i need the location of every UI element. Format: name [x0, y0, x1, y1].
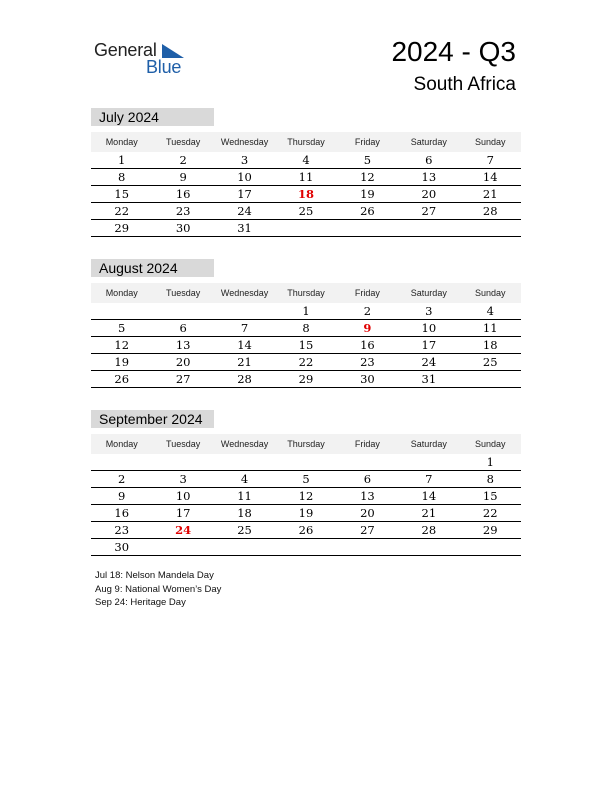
weekday-label: Wednesday: [220, 137, 269, 147]
week-row: [91, 371, 521, 388]
day-cell: 27: [421, 204, 437, 218]
day-cell: 14: [237, 338, 252, 352]
day-cell: 5: [363, 153, 372, 167]
day-cell: 25: [482, 355, 498, 369]
day-cell: 1: [302, 304, 310, 318]
day-cell: 15: [298, 338, 314, 352]
day-cell: 5: [302, 472, 310, 486]
day-cell: 3: [425, 304, 433, 318]
day-cell: 16: [175, 187, 191, 201]
week-row: [91, 203, 521, 220]
day-cell: 11: [237, 489, 252, 503]
day-cell: 8: [118, 170, 126, 184]
weekday-label: Friday: [354, 137, 380, 147]
day-cell: 18: [297, 187, 314, 201]
day-cell: 24: [237, 204, 252, 218]
day-cell: 28: [237, 372, 252, 386]
day-cell: 14: [482, 170, 498, 184]
week-row: [91, 303, 521, 320]
day-cell: 12: [360, 170, 375, 184]
day-cell: 29: [298, 372, 314, 386]
day-cell: 20: [175, 355, 191, 369]
day-cell: 12: [114, 338, 130, 352]
month-label: July 2024: [91, 108, 214, 126]
weekday-label: Monday: [105, 137, 138, 147]
month-block: [91, 410, 521, 556]
day-cell: 31: [237, 221, 252, 235]
day-cell: 9: [179, 170, 187, 184]
weekday-label: Thursday: [287, 137, 325, 147]
day-cell: 27: [360, 523, 375, 537]
day-cell: 10: [421, 321, 437, 335]
day-cell: 11: [298, 170, 314, 184]
day-cell: 28: [421, 523, 437, 537]
day-cell: 24: [175, 523, 192, 537]
day-cell: 5: [118, 321, 126, 335]
day-cell: 6: [363, 472, 372, 486]
day-cell: 7: [425, 472, 433, 486]
month-label: September 2024: [91, 410, 214, 428]
generalblue-logo: [94, 40, 194, 80]
day-cell: 16: [114, 506, 130, 520]
weekday-header-row: [91, 283, 521, 303]
day-cell: 22: [298, 355, 314, 369]
day-cell: 29: [482, 523, 498, 537]
day-cell: 29: [114, 221, 130, 235]
weekday-label: Wednesday: [220, 439, 269, 449]
day-cell: 27: [175, 372, 191, 386]
day-cell: 30: [175, 221, 191, 235]
weekday-label: Monday: [105, 439, 138, 449]
month-block: [91, 259, 521, 388]
week-row: [91, 505, 521, 522]
day-cell: 2: [118, 472, 126, 486]
logo-blue-text: Blue: [146, 57, 182, 77]
day-cell: 7: [486, 153, 494, 167]
day-cell: 9: [363, 321, 372, 335]
week-row: [91, 539, 521, 556]
day-cell: 19: [298, 506, 314, 520]
weekday-label: Thursday: [287, 288, 325, 298]
logo-triangle-icon: [162, 44, 184, 58]
day-cell: 13: [175, 338, 191, 352]
day-cell: 13: [421, 170, 437, 184]
day-cell: 11: [482, 321, 498, 335]
week-row: [91, 169, 521, 186]
day-cell: 30: [114, 540, 130, 554]
weekday-label: Sunday: [474, 137, 506, 147]
day-cell: 21: [237, 355, 252, 369]
day-cell: 10: [175, 489, 191, 503]
weekday-label: Saturday: [410, 439, 447, 449]
weekday-label: Saturday: [410, 137, 447, 147]
day-cell: 15: [114, 187, 130, 201]
day-cell: 22: [114, 204, 130, 218]
day-cell: 8: [302, 321, 310, 335]
holiday-note: Sep 24: Heritage Day: [95, 597, 186, 608]
weekday-label: Monday: [105, 288, 138, 298]
weekday-label: Saturday: [410, 288, 447, 298]
day-cell: 26: [298, 523, 314, 537]
holiday-note: Aug 9: National Women’s Day: [95, 583, 222, 595]
weekday-label: Sunday: [474, 288, 506, 298]
weekday-label: Sunday: [474, 439, 506, 449]
day-cell: 4: [240, 472, 249, 486]
week-row: [91, 454, 521, 471]
day-cell: 23: [114, 523, 130, 537]
day-cell: 19: [114, 355, 130, 369]
weekday-label: Tuesday: [166, 137, 201, 147]
day-cell: 14: [421, 489, 437, 503]
day-cell: 17: [237, 187, 252, 201]
week-row: [91, 354, 521, 371]
week-row: [91, 337, 521, 354]
day-cell: 23: [360, 355, 375, 369]
month-block: [91, 108, 521, 237]
page-title: 2024 - Q3: [391, 36, 516, 67]
holiday-note: Jul 18: Nelson Mandela Day: [95, 570, 214, 581]
day-cell: 19: [360, 187, 375, 201]
weekday-label: Friday: [354, 439, 380, 449]
week-row: [91, 186, 521, 203]
day-cell: 18: [482, 338, 498, 352]
day-cell: 4: [302, 153, 310, 167]
day-cell: 20: [421, 187, 437, 201]
day-cell: 20: [360, 506, 375, 520]
day-cell: 2: [179, 153, 187, 167]
day-cell: 9: [118, 489, 126, 503]
weekday-label: Thursday: [287, 439, 325, 449]
holiday-notes: [95, 569, 221, 610]
day-cell: 28: [482, 204, 498, 218]
country-name: South Africa: [413, 74, 516, 95]
day-cell: 16: [360, 338, 375, 352]
day-cell: 12: [298, 489, 314, 503]
week-row: [91, 152, 521, 169]
day-cell: 2: [363, 304, 372, 318]
weekday-label: Friday: [354, 288, 380, 298]
day-cell: 6: [425, 153, 433, 167]
day-cell: 10: [237, 170, 252, 184]
week-row: [91, 522, 521, 539]
week-row: [91, 471, 521, 488]
day-cell: 4: [486, 304, 494, 318]
day-cell: 26: [114, 372, 130, 386]
day-cell: 15: [482, 489, 498, 503]
day-cell: 17: [175, 506, 191, 520]
day-cell: 1: [118, 153, 126, 167]
weekday-label: Tuesday: [166, 439, 201, 449]
day-cell: 21: [421, 506, 437, 520]
weekday-label: Tuesday: [166, 288, 201, 298]
day-cell: 3: [179, 472, 187, 486]
day-cell: 1: [486, 455, 494, 469]
day-cell: 26: [360, 204, 375, 218]
weekday-label: Wednesday: [220, 288, 269, 298]
weekday-header-row: [91, 434, 521, 454]
day-cell: 30: [360, 372, 375, 386]
day-cell: 25: [237, 523, 252, 537]
day-cell: 13: [360, 489, 375, 503]
day-cell: 31: [421, 372, 437, 386]
day-cell: 25: [298, 204, 314, 218]
day-cell: 21: [482, 187, 498, 201]
month-label: August 2024: [91, 259, 214, 277]
day-cell: 17: [421, 338, 437, 352]
weekday-header-row: [91, 132, 521, 152]
logo-general-text: General: [94, 40, 157, 60]
day-cell: 8: [486, 472, 494, 486]
week-row: [91, 488, 521, 505]
week-row: [91, 320, 521, 337]
day-cell: 23: [175, 204, 191, 218]
day-cell: 18: [237, 506, 252, 520]
day-cell: 22: [482, 506, 498, 520]
day-cell: 24: [421, 355, 437, 369]
day-cell: 7: [240, 321, 249, 335]
day-cell: 3: [240, 153, 249, 167]
week-row: [91, 220, 521, 237]
day-cell: 6: [179, 321, 187, 335]
